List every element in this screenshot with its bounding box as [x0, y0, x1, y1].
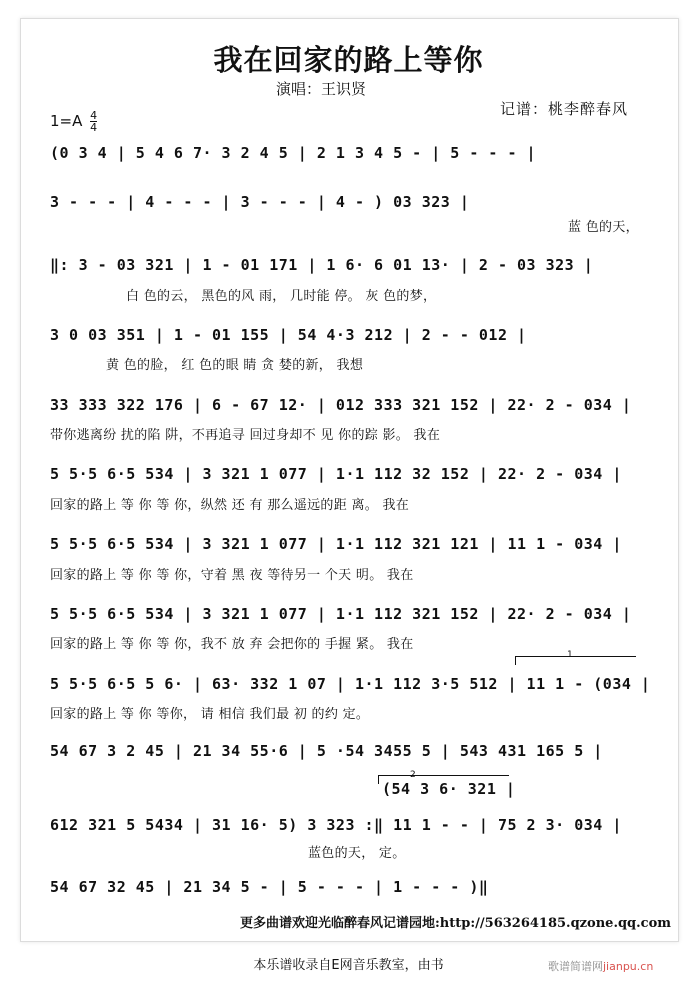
time-top: 4	[90, 109, 98, 122]
first-ending-bracket	[515, 656, 636, 665]
notation-row: 3 0 03 351 | 1 - 01 155 | 54 4·3 212 | 2 - - 012 |	[50, 326, 527, 344]
notation-row: 3 - - - | 4 - - - | 3 - - - | 4 - ) 03 323 |	[50, 193, 470, 211]
notation-row: 54 67 3 2 45 | 21 34 55·6 | 5 ·54 3455 5 | 543 431 165 5 |	[50, 742, 603, 760]
time-signature	[90, 110, 97, 133]
notation-row: (0 3 4 | 5 4 6 7· 3 2 4 5 | 2 1 3 4 5 - | 5 - - - |	[50, 144, 537, 162]
footer-website-link[interactable]: 更多曲谱欢迎光临醉春风记谱园地:http://563264185.qzone.qq.com	[240, 916, 672, 931]
notation-row: 5 5·5 6·5 534 | 3 321 1 077 | 1·1 112 32 152 | 22· 2 - 034 |	[50, 465, 622, 483]
watermark-text: 歌谱简谱网	[548, 960, 603, 973]
notation-row: ‖: 3 - 03 321 | 1 - 01 171 | 1 6· 6 01 13· | 2 - 03 323 |	[50, 256, 594, 274]
lyric-row: 黄 色的脸， 红 色的眼 睛 贪 婪的新， 我想	[106, 358, 364, 373]
notation-row: 5 5·5 6·5 534 | 3 321 1 077 | 1·1 112 321 121 | 11 1 - 034 |	[50, 535, 622, 553]
lyric-row: 回家的路上 等 你 等 你，纵然 还 有 那么遥远的距 离。 我在	[50, 498, 410, 513]
notation-row: (54 3 6· 321 |	[382, 780, 516, 798]
first-ending-label: 1	[567, 650, 573, 660]
singer-credit: 演唱：王识贤	[276, 80, 367, 98]
key-label: 1=A	[50, 112, 83, 130]
lyric-row: 带你逃离纷 扰的陷 阱，不再追寻 回过身却不 见 你的踪 影。 我在	[50, 428, 441, 443]
lyric-row: 回家的路上 等 你 等你， 请 相信 我们最 初 的约 定。	[50, 707, 370, 722]
notation-row: 612 321 5 5434 | 31 16· 5) 3 323 :‖ 11 1 - - | 75 2 3· 034 |	[50, 816, 622, 834]
key-signature	[50, 110, 97, 133]
source-note: 本乐谱收录自E网音乐教室，由书	[253, 958, 444, 973]
lyric-row: 白 色的云， 黑色的风 雨， 几时能 停。 灰 色的梦，	[126, 289, 437, 304]
lyric-row: 回家的路上 等 你 等 你，守着 黑 夜 等待另一 个天 明。 我在	[50, 568, 414, 583]
lyric-row: 蓝 色的天，	[568, 220, 639, 235]
notation-row: 54 67 32 45 | 21 34 5 - | 5 - - - | 1 - - - )‖	[50, 878, 489, 896]
notation-row: 5 5·5 6·5 5 6· | 63· 332 1 07 | 1·1 112 3·5 512 | 11 1 - (034 |	[50, 675, 651, 693]
notation-row: 33 333 322 176 | 6 - 67 12· | 012 333 321 152 | 22· 2 - 034 |	[50, 396, 632, 414]
song-title: 我在回家的路上等你	[213, 43, 484, 77]
time-bottom: 4	[90, 121, 98, 134]
watermark-url: jianpu.cn	[603, 960, 654, 973]
site-watermark	[548, 958, 653, 974]
transcriber-credit: 记谱：桃李醉春风	[500, 100, 629, 118]
notation-row: 5 5·5 6·5 534 | 3 321 1 077 | 1·1 112 321 152 | 22· 2 - 034 |	[50, 605, 632, 623]
second-ending-label: 2	[410, 770, 416, 780]
lyric-row: 回家的路上 等 你 等 你，我不 放 弃 会把你的 手握 紧。 我在	[50, 637, 414, 652]
lyric-row: 蓝色的天， 定。	[308, 846, 406, 861]
